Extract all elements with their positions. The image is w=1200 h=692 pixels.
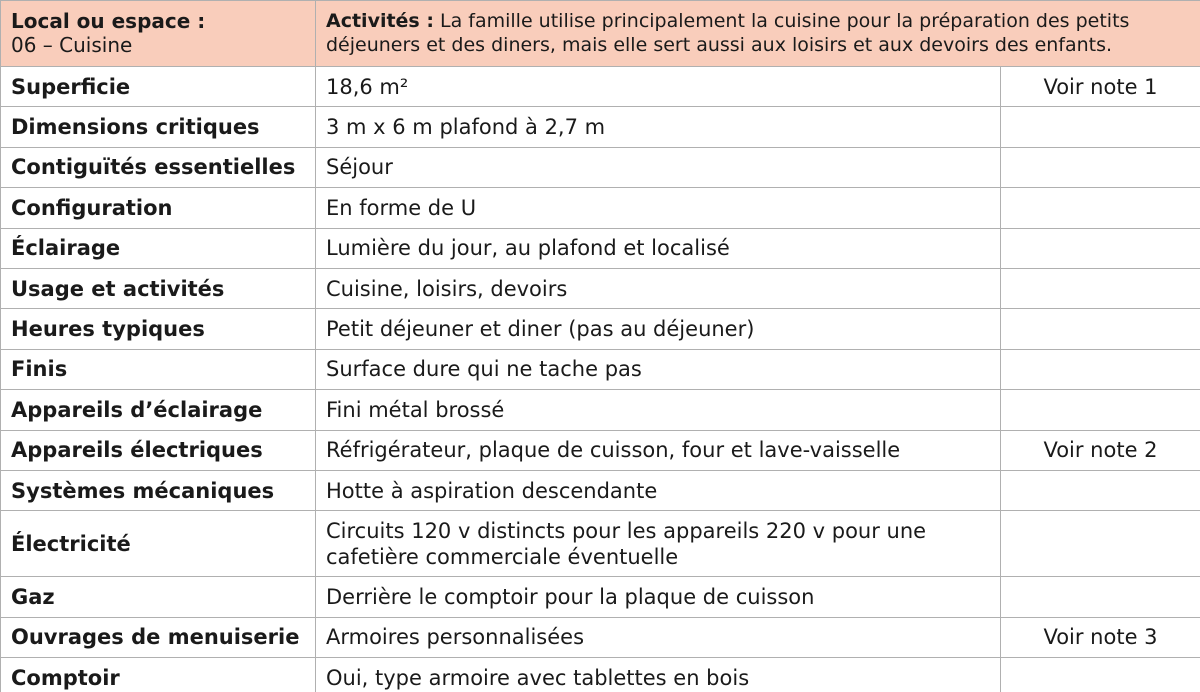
table-row — [1, 107, 1200, 147]
table-row — [1, 67, 1200, 107]
property-cell: Systèmes mécaniques — [1, 470, 316, 510]
note-cell — [1001, 390, 1200, 430]
note-cell — [1001, 658, 1200, 692]
property-cell: Finis — [1, 349, 316, 389]
space-cell — [1, 1, 316, 67]
value-cell: Réfrigérateur, plaque de cuisson, four et lave-vaisselle — [316, 430, 1001, 470]
table-row — [1, 228, 1200, 268]
value-cell: Cuisine, loisirs, devoirs — [316, 268, 1001, 308]
value-cell: Surface dure qui ne tache pas — [316, 349, 1001, 389]
header-row — [1, 1, 1200, 67]
value-cell: Circuits 120 v distincts pour les appareils 220 v pour une cafetière commerciale éventuelle — [316, 511, 1001, 577]
value-cell: En forme de U — [316, 188, 1001, 228]
value-cell: Lumière du jour, au plafond et localisé — [316, 228, 1001, 268]
note-cell — [1001, 470, 1200, 510]
property-cell: Dimensions critiques — [1, 107, 316, 147]
table-row — [1, 188, 1200, 228]
space-label: Local ou espace : — [11, 9, 206, 33]
value-cell: Petit déjeuner et diner (pas au déjeuner) — [316, 309, 1001, 349]
property-cell: Électricité — [1, 511, 316, 577]
table-row — [1, 470, 1200, 510]
property-cell: Usage et activités — [1, 268, 316, 308]
property-cell: Appareils électriques — [1, 430, 316, 470]
property-cell: Ouvrages de menuiserie — [1, 617, 316, 657]
activities-text: La famille utilise principalement la cuisine pour la préparation des petits déjeuners et des diners, mais elle sert aussi aux loisirs et aux devoirs des enfants. — [326, 10, 1130, 56]
value-cell: Oui, type armoire avec tablettes en bois — [316, 658, 1001, 692]
value-cell: Fini métal brossé — [316, 390, 1001, 430]
property-cell: Superficie — [1, 67, 316, 107]
table-row — [1, 658, 1200, 692]
activities-label: Activités : — [326, 10, 434, 32]
property-cell: Configuration — [1, 188, 316, 228]
table-row — [1, 309, 1200, 349]
value-cell: Hotte à aspiration descendante — [316, 470, 1001, 510]
note-cell: Voir note 1 — [1001, 67, 1200, 107]
value-cell: Derrière le comptoir pour la plaque de cuisson — [316, 577, 1001, 617]
space-value: 06 – Cuisine — [11, 33, 133, 57]
note-cell — [1001, 107, 1200, 147]
table-row — [1, 349, 1200, 389]
table-row — [1, 430, 1200, 470]
note-cell: Voir note 3 — [1001, 617, 1200, 657]
value-cell: Armoires personnalisées — [316, 617, 1001, 657]
note-cell — [1001, 268, 1200, 308]
note-cell — [1001, 349, 1200, 389]
value-cell: 3 m x 6 m plafond à 2,7 m — [316, 107, 1001, 147]
value-cell: Séjour — [316, 147, 1001, 187]
table-row — [1, 268, 1200, 308]
value-cell: 18,6 m² — [316, 67, 1001, 107]
property-cell: Éclairage — [1, 228, 316, 268]
property-cell: Comptoir — [1, 658, 316, 692]
note-cell — [1001, 511, 1200, 577]
table-row — [1, 147, 1200, 187]
note-cell — [1001, 147, 1200, 187]
property-cell: Heures typiques — [1, 309, 316, 349]
property-cell: Gaz — [1, 577, 316, 617]
table-row — [1, 390, 1200, 430]
note-cell — [1001, 188, 1200, 228]
table-row — [1, 511, 1200, 577]
note-cell — [1001, 577, 1200, 617]
note-cell — [1001, 228, 1200, 268]
note-cell: Voir note 2 — [1001, 430, 1200, 470]
note-cell — [1001, 309, 1200, 349]
property-cell: Appareils d’éclairage — [1, 390, 316, 430]
table-row — [1, 617, 1200, 657]
activities-cell — [316, 1, 1200, 67]
table-row — [1, 577, 1200, 617]
property-cell: Contiguïtés essentielles — [1, 147, 316, 187]
